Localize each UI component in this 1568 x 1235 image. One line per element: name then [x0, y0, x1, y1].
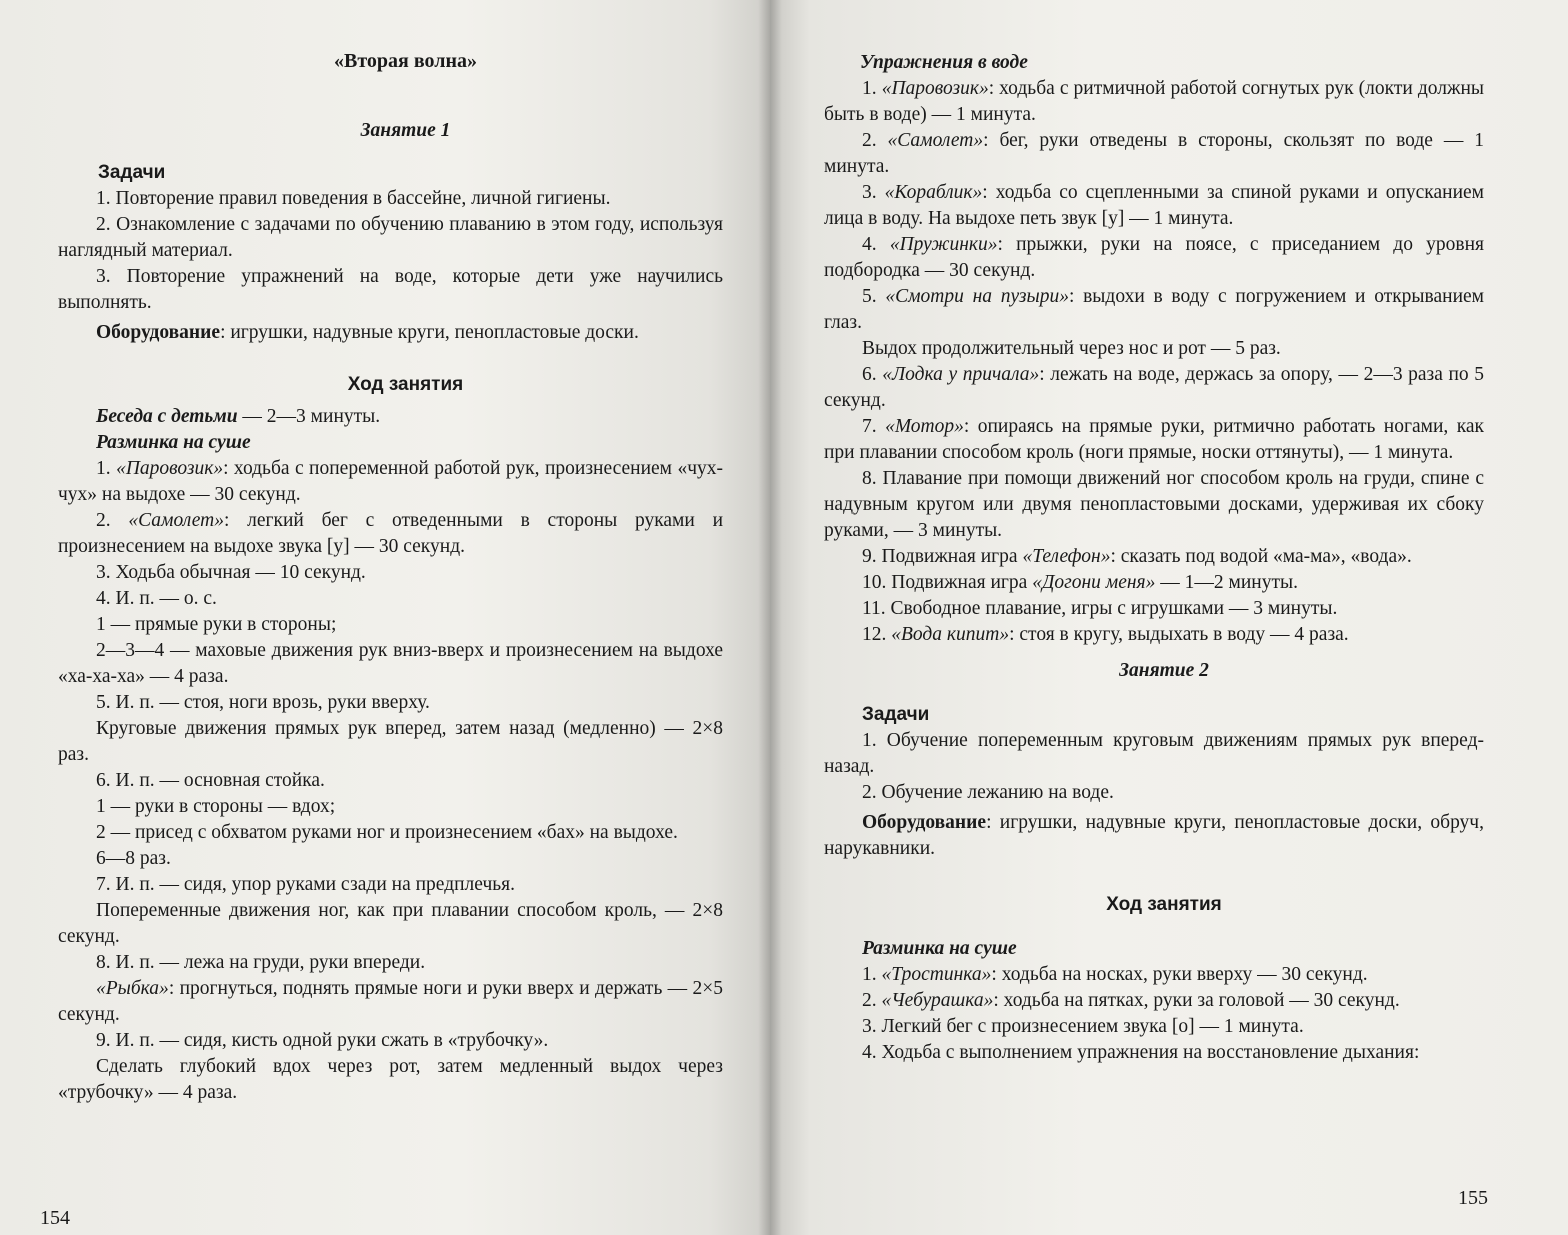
equipment-label: Оборудование — [96, 322, 221, 343]
equipment-text: : игрушки, надувные круги, пенопластовые доски. — [220, 322, 639, 343]
equipment-text-2: : игрушки, надувные круги, пенопластовые доски, обруч, нарукавники. — [824, 812, 1484, 859]
exercise-step: Сделать глубокий вдох через рот, затем медленный выдох через «трубочку» — 4 раза. — [58, 1056, 723, 1103]
water-exercise: 5. «Смотри на пузыри»: выдохи в воду с погружением и открыванием глаз. — [824, 286, 1485, 333]
water-exercise: 4. «Пружинки»: прыжки, руки на поясе, с приседанием до уровня подбородка — 30 секунд. — [824, 234, 1484, 281]
exercise-item: 6. И. п. — основная стойка. — [96, 770, 325, 791]
section-title: «Вторая волна» — [334, 50, 477, 72]
exercise-step: 2—3—4 — маховые движения рук вниз-вверх и произнесением на выдохе «ха-ха-ха» — 4 раза. — [58, 640, 723, 687]
equipment-line-2 — [824, 810, 1484, 862]
water-exercise: 2. «Самолет»: бег, руки отведены в стороны, скользят по воде — 1 минута. — [824, 130, 1484, 177]
exercise-step: 1 — прямые руки в стороны; — [96, 614, 337, 635]
exercise-step: 2 — присед с обхватом руками ног и произнесением «бах» на выдохе. — [96, 822, 678, 843]
task-item: 1. Обучение попеременным круговым движениям прямых рук вперед-назад. — [824, 730, 1484, 777]
water-exercise: 12. «Вода кипит»: стоя в кругу, выдыхать в воду — 4 раза. — [862, 624, 1349, 645]
tasks-heading-2: Задачи — [862, 704, 930, 725]
task-item: 2. Обучение лежанию на воде. — [862, 782, 1114, 803]
water-exercise: 10. Подвижная игра «Догони меня» — 1—2 минуты. — [862, 572, 1298, 593]
conversation-line — [58, 404, 723, 430]
equipment-label-2: Оборудование — [862, 812, 987, 833]
exercise-step: 1 — руки в стороны — вдох; — [96, 796, 336, 817]
equipment-line — [58, 320, 723, 346]
task-item: 2. Ознакомление с задачами по обучению плаванию в этом году, используя наглядный материал. — [58, 214, 723, 261]
right-page-content — [824, 50, 1484, 1066]
warmup-exercise: 3. Легкий бег с произнесением звука [о] — 1 минута. — [862, 1016, 1304, 1037]
water-exercise: 11. Свободное плавание, игры с игрушками — 3 минуты. — [862, 598, 1338, 619]
exercise-item: 2. «Самолет»: легкий бег с отведенными в стороны руками и произнесением на выдохе звука [у] — 30 секунд. — [58, 510, 724, 557]
right-page — [770, 0, 1568, 1235]
water-exercise-step: Выдох продолжительный через нос и рот — 5 раз. — [862, 338, 1281, 359]
warmup-heading: Разминка на суше — [96, 432, 251, 453]
conversation-text: — 2—3 минуты. — [237, 406, 381, 427]
task-item: 3. Повторение упражнений на воде, которые дети уже научились выполнять. — [58, 266, 723, 313]
lesson-title: Занятие 1 — [360, 120, 451, 141]
warmup-exercise: 1. «Тростинка»: ходьба на носках, руки вверху — 30 секунд. — [862, 964, 1368, 985]
page-number-right: 155 — [1458, 1187, 1488, 1209]
left-page-content — [58, 48, 723, 1106]
conversation-label: Беседа с детьми — [96, 406, 238, 427]
exercise-item: 4. И. п. — о. с. — [96, 588, 217, 609]
water-exercise: 1. «Паровозик»: ходьба с ритмичной работой согнутых рук (локти должны быть в воде) — 1 минута. — [824, 78, 1484, 125]
exercise-item: 3. Ходьба обычная — 10 секунд. — [96, 562, 366, 583]
water-exercise: 8. Плавание при помощи движений ног способом кроль на груди, спине с надувным кругом или двумя пенопластовыми досками, удерживая их сбоку руками, — 3 минуты. — [824, 468, 1484, 541]
lesson2-title: Занятие 2 — [1119, 660, 1209, 681]
exercise-step: Попеременные движения ног, как при плавании способом кроль, — 2×8 секунд. — [58, 900, 723, 947]
water-exercise: 9. Подвижная игра «Телефон»: сказать под водой «ма-ма», «вода». — [862, 546, 1412, 567]
exercise-step: Круговые движения прямых рук вперед, затем назад (медленно) — 2×8 раз. — [58, 718, 723, 765]
exercise-item: 5. И. п. — стоя, ноги врозь, руки вверху. — [96, 692, 430, 713]
left-page — [0, 0, 770, 1235]
course-heading: Ход занятия — [347, 374, 464, 395]
tasks-heading: Задачи — [98, 162, 166, 183]
warmup-heading-2: Разминка на суше — [862, 938, 1017, 959]
exercise-item: 7. И. п. — сидя, упор руками сзади на предплечья. — [96, 874, 515, 895]
exercise-item: 1. «Паровозик»: ходьба с попеременной работой рук, произнесением «чух-чух» на выдохе — 30 секунд. — [58, 458, 723, 505]
page-number-left: 154 — [40, 1207, 70, 1229]
exercise-item: 8. И. п. — лежа на груди, руки впереди. — [96, 952, 426, 973]
water-exercise: 3. «Кораблик»: ходьба со сцепленными за спиной руками и опусканием лица в воду. На выдохе петь звук [у] — 1 минута. — [824, 182, 1485, 229]
water-heading: Упражнения в воде — [860, 52, 1028, 73]
book-gutter — [758, 0, 782, 1235]
course-heading-2: Ход занятия — [1106, 894, 1222, 915]
warmup-exercise: 4. Ходьба с выполнением упражнения на восстановление дыхания: — [862, 1042, 1420, 1063]
water-exercise: 7. «Мотор»: опираясь на прямые руки, ритмично работать ногами, как при плавании способом кроль (ноги прямые, носки оттянуты), — 1 минута. — [824, 416, 1485, 463]
exercise-item: 9. И. п. — сидя, кисть одной руки сжать в «трубочку». — [96, 1030, 549, 1051]
exercise-step: «Рыбка»: прогнуться, поднять прямые ноги и руки вверх и держать — 2×5 секунд. — [58, 978, 723, 1025]
water-exercise: 6. «Лодка у причала»: лежать на воде, держась за опору, — 2—3 раза по 5 секунд. — [824, 364, 1485, 411]
warmup-exercise: 2. «Чебурашка»: ходьба на пятках, руки за головой — 30 секунд. — [862, 990, 1400, 1011]
task-item: 1. Повторение правил поведения в бассейне, личной гигиены. — [96, 188, 611, 209]
exercise-step: 6—8 раз. — [96, 848, 171, 869]
